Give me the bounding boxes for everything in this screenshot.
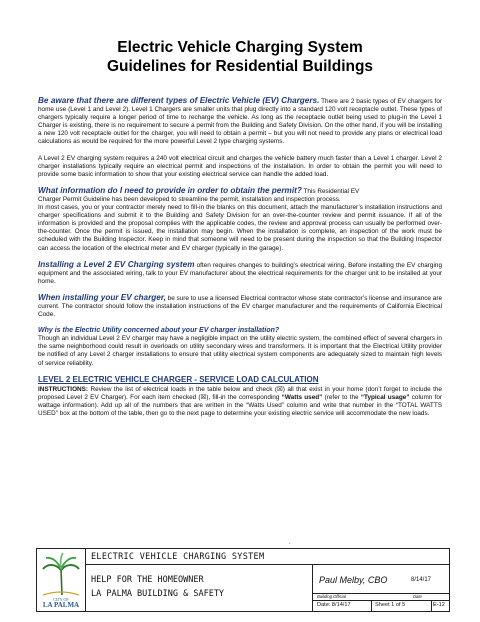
calc-watts-used: “Watts used” [281, 393, 323, 401]
divider [371, 600, 372, 611]
when-body: be sure to use a licensed Electrical contractor whose state contractor’s license and insurance are current. The contractor should follow the installation instructions of the EV charger manufacturer and the requirements of California Electrical Code. [38, 294, 443, 319]
installing-lead: Installing a Level 2 EV Charging system [38, 259, 195, 269]
intro-paragraph [38, 97, 442, 147]
installing-paragraph [38, 261, 442, 286]
when-lead: When installing your EV charger, [38, 292, 166, 302]
calc-section [38, 376, 442, 418]
calc-typical-usage: “Typical usage” [360, 393, 410, 401]
permit-heading: What information do I need to provide in order to obtain the permit? [38, 185, 302, 195]
document-title-line-2: Guidelines for Residential Buildings [106, 58, 374, 75]
installing-body: often requires changes to building’s electrical wiring. Before installing the EV charging equipment and the associated wiring, talk to your EV manufacturer about the electrical requirements for the charger unit to be installed at your home. [38, 261, 443, 285]
intro-lead: Be aware that there are different types of Electric Vehicle (EV) Chargers. [38, 96, 320, 105]
intro-body: There are 2 basic types of EV chargers for home use (Level 1 and Level 2). Level 1 Chargers are smaller units that plug directly into a standard 120 volt receptacle outlet. These types of chargers typically require a longer period of time to recharge the vehicle. As long as the receptacle outlet being used to plug-in the Level 1 Charger is existing, there is no requirement to secure a permit from the Building and Safety Division. On the other hand, if you will be installing a new 120 volt receptacle outlet for the charger, you will need to obtain a permit – but you will not need to provide any plans or electrical load calculations as would be required for the more powerful Level 2 type charging systems. [38, 98, 443, 146]
permit-body: In most cases, you or your contractor merely need to fill-in the blanks on this document, attach the manufacturer’s installation instructions and charger specifications and submit it to the Building and Safety Division for an over-the-counter review and permit issuance. If all of the information is provided and the proposal complies with the applicable codes, the review and approval process can usually be performed over-the-counter. Once the permit is issued, the installation may begin. When the installation is complete, an inspection of the work must be scheduled with the Building Inspector. Keep in mind that someone will need to be present during the inspection so that the Building Inspector can access the location of the electrical meter and EV charger (typically in the garage). [38, 204, 442, 252]
utility-body: Though an individual Level 2 EV charger may have a negligible impact on the utility electric system, the combined effect of several chargers in the same neighborhood could result in overloads on utility secondary wires and transformers. It is important that the Electrical Utility provider be notified of any Level 2 charger installations to ensure that utility electrical system components are adequately sized to maintain high levels of service reliability. [38, 335, 442, 367]
signature-date: 8/14/17 [411, 577, 432, 583]
sheet-number [375, 602, 405, 608]
calc-heading: LEVEL 2 ELECTRIC VEHICLE CHARGER - SERVICE LOAD CALCULATION [38, 374, 319, 384]
footer-banner: ELECTRIC VEHICLE CHARGING SYSTEM [85, 549, 449, 565]
logo-name: LA PALMA [42, 601, 80, 609]
document-title-line-1: Electric Vehicle Charging System [117, 39, 363, 56]
when-paragraph [38, 294, 442, 319]
permit-section [38, 187, 442, 253]
date-label-small: Date [413, 594, 422, 599]
divider [431, 600, 432, 611]
calc-instructions-label: INSTRUCTIONS: [38, 385, 89, 393]
calc-body-2: (refer to the [324, 393, 359, 401]
footer-date: Date: 8/14/17 [317, 602, 351, 608]
document-body [38, 97, 442, 426]
level2-paragraph: A Level 2 EV charging system requires a 240 volt electrical circuit and charges the vehicle battery much faster than a Level 1 charger. Level 2 charger installations typically require an electrical permit and inspections of the installation. In order to obtain the permit you will need to provide some basic information to show that your existing electrical service can handle the added load. [38, 154, 442, 178]
document-code: E-12 [433, 602, 445, 608]
logo-city-label: CITY OF [53, 597, 69, 602]
sheet-total: 5 [402, 602, 406, 608]
permit-heading-tail: This Residential EV [303, 187, 360, 195]
footer-line-a: HELP FOR THE HOMEOWNER [91, 575, 204, 585]
utility-heading: Why is the Electric Utility concerned about your EV charger installation? [38, 327, 280, 335]
signature: Paul Melby, CBO [319, 575, 388, 585]
calc-body-3: column for wattage information). Add up all of the numbers that are written in the “Watts Used” column and write that number in the “TOTAL WATTS USED” box at the bottom of the table, then go to the next page to determine your existing electric service will accommodate the new loads. [38, 393, 443, 417]
footer-line-b: LA PALMA BUILDING & SAFETY [91, 589, 225, 599]
divider [313, 600, 449, 601]
city-logo [37, 549, 86, 611]
permit-line-2: Charger Permit Guideline has been developed to streamline the permit, installation and inspection process. [38, 195, 341, 203]
sheet-label: Sheet 1 of [375, 602, 401, 608]
stray-dot: . [289, 540, 291, 546]
utility-section [38, 327, 442, 367]
calc-body-1: Review the list of electrical loads in the table below and check (☒) all that exist in your home (don’t forget to include the proposed Level 2 EV Charger). For each item checked (☒), fill-in the corresponding [38, 385, 442, 401]
building-official-label: Building Official [317, 594, 346, 599]
footer-left-block [85, 565, 313, 611]
footer-title-block [36, 548, 450, 612]
footer-signature-block [313, 565, 449, 611]
